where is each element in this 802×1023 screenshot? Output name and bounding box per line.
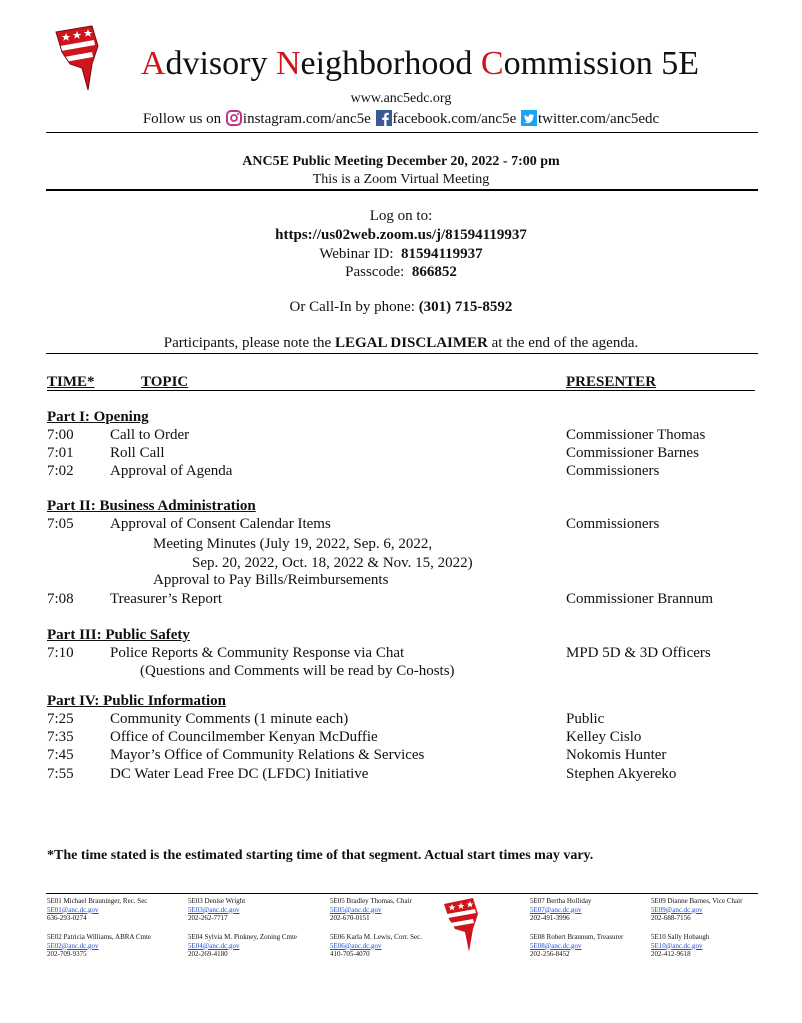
column-header-time: TIME* bbox=[47, 374, 95, 390]
agenda-presenter: Commissioner Barnes bbox=[566, 445, 699, 461]
section-heading-part-1: Part I: Opening bbox=[47, 409, 149, 425]
instagram-icon bbox=[226, 110, 242, 126]
commissioner-phone: 202-688-7156 bbox=[651, 914, 691, 922]
agenda-presenter: Commissioner Brannum bbox=[566, 591, 714, 607]
passcode: Passcode: 866852 bbox=[345, 264, 457, 280]
agenda-presenter: Stephen Akyereko bbox=[566, 766, 677, 782]
commissioner-name: 5E01 Michael Brauninger, Rec. Sec bbox=[47, 897, 148, 905]
agenda-time: 7:05 bbox=[47, 516, 74, 532]
commissioner-name: 5E02 Patricia Williams, ABRA Cmte bbox=[47, 933, 152, 941]
commissioner-name: 5E06 Karla M. Lewis, Corr. Sec. bbox=[330, 933, 422, 941]
section-heading-part-2: Part II: Business Administration bbox=[47, 498, 256, 514]
commissioner-name: 5E09 Dianne Barnes, Vice Chair bbox=[651, 897, 743, 905]
commissioner-email[interactable]: 5E06@anc.dc.gov bbox=[330, 941, 382, 950]
commissioner-phone: 202-670-0151 bbox=[330, 914, 370, 922]
website-link[interactable]: www.anc5edc.org bbox=[350, 91, 452, 106]
header-divider bbox=[46, 132, 758, 133]
follow-label: Follow us on bbox=[142, 111, 222, 127]
agenda-subitem: Meeting Minutes (July 19, 2022, Sep. 6, 2022, bbox=[153, 536, 433, 552]
agenda-presenter: Public bbox=[566, 711, 605, 727]
instagram-link[interactable]: instagram.com/anc5e bbox=[242, 111, 371, 127]
commissioner-phone: 202-256-8452 bbox=[530, 950, 570, 958]
agenda-topic: Call to Order bbox=[110, 427, 190, 443]
agenda-subitem: Sep. 20, 2022, Oct. 18, 2022 & Nov. 15, 2022) bbox=[192, 555, 473, 571]
meeting-title: ANC5E Public Meeting December 20, 2022 - 7:00 pm bbox=[242, 154, 560, 169]
commissioner-email[interactable]: 5E01@anc.dc.gov bbox=[47, 905, 99, 914]
commissioner-card bbox=[47, 933, 151, 959]
agenda-presenter: Commissioners bbox=[566, 463, 660, 479]
agenda-time: 7:55 bbox=[47, 766, 74, 782]
organization-title: Advisory Neighborhood Commission 5E bbox=[140, 45, 700, 82]
commissioner-card bbox=[530, 933, 623, 959]
commissioner-card bbox=[530, 897, 591, 923]
commissioner-phone: 202-412-9618 bbox=[651, 950, 691, 958]
agenda-time: 7:25 bbox=[47, 711, 74, 727]
agenda-time: 7:10 bbox=[47, 645, 74, 661]
agenda-topic: Mayor’s Office of Community Relations & Services bbox=[110, 747, 425, 763]
commissioner-email[interactable]: 5E08@anc.dc.gov bbox=[530, 941, 582, 950]
commissioner-name: 5E05 Bradley Thomas, Chair bbox=[330, 897, 412, 905]
commissioner-name: 5E07 Bertha Holliday bbox=[530, 897, 592, 905]
commissioner-name: 5E04 Sylvia M. Pinkney, Zoning Cmte bbox=[188, 933, 298, 941]
dc-flag-logo bbox=[52, 24, 106, 94]
agenda-presenter: MPD 5D & 3D Officers bbox=[566, 645, 711, 661]
agenda-time: 7:02 bbox=[47, 463, 74, 479]
agenda-presenter: Nokomis Hunter bbox=[566, 747, 667, 763]
commissioner-phone: 410-705-4070 bbox=[330, 950, 370, 958]
twitter-icon bbox=[521, 110, 537, 126]
commissioner-name: 5E08 Robert Brannum, Treasurer bbox=[530, 933, 624, 941]
call-in-phone: Or Call-In by phone: (301) 715-8592 bbox=[289, 299, 513, 315]
commissioner-name: 5E10 Sally Hobaugh bbox=[651, 933, 710, 941]
commissioner-email[interactable]: 5E04@anc.dc.gov bbox=[188, 941, 240, 950]
footnote: *The time stated is the estimated starting time of that segment. Actual start times may vary. bbox=[47, 848, 594, 863]
section-heading-part-3: Part III: Public Safety bbox=[47, 627, 190, 643]
agenda-topic: DC Water Lead Free DC (LFDC) Initiative bbox=[110, 766, 369, 782]
agenda-presenter: Commissioner Thomas bbox=[566, 427, 706, 443]
agenda-top-divider bbox=[46, 353, 758, 354]
commissioner-name: 5E03 Denise Wright bbox=[188, 897, 246, 905]
agenda-topic: Treasurer’s Report bbox=[110, 591, 223, 607]
agenda-subitem: Approval to Pay Bills/Reimbursements bbox=[153, 572, 389, 588]
webinar-id: Webinar ID: 81594119937 bbox=[319, 246, 483, 262]
commissioner-email[interactable]: 5E09@anc.dc.gov bbox=[651, 905, 703, 914]
commissioner-phone: 202-491-3996 bbox=[530, 914, 570, 922]
column-header-underline bbox=[47, 390, 755, 391]
section-heading-part-4: Part IV: Public Information bbox=[47, 693, 227, 709]
commissioner-card bbox=[47, 897, 147, 923]
footer-divider bbox=[46, 893, 758, 894]
agenda-time: 7:00 bbox=[47, 427, 74, 443]
twitter-link[interactable]: twitter.com/anc5edc bbox=[537, 111, 660, 127]
agenda-time: 7:45 bbox=[47, 747, 74, 763]
commissioner-card bbox=[330, 933, 422, 959]
agenda-topic: Community Comments (1 minute each) bbox=[110, 711, 349, 727]
agenda-topic: Police Reports & Community Response via Chat bbox=[110, 645, 405, 661]
agenda-presenter: Commissioners bbox=[566, 516, 660, 532]
disclaimer-note: Participants, please note the LEGAL DISCLAIMER at the end of the agenda. bbox=[163, 335, 639, 351]
commissioner-email[interactable]: 5E10@anc.dc.gov bbox=[651, 941, 703, 950]
commissioner-card bbox=[330, 897, 412, 923]
social-links bbox=[0, 110, 802, 128]
commissioner-email[interactable]: 5E05@anc.dc.gov bbox=[330, 905, 382, 914]
commissioner-phone: 202-709-9375 bbox=[47, 950, 87, 958]
agenda-subitem: (Questions and Comments will be read by Co-hosts) bbox=[140, 663, 455, 679]
logon-label: Log on to: bbox=[369, 208, 433, 224]
facebook-icon bbox=[376, 110, 392, 126]
commissioner-card bbox=[651, 933, 709, 959]
agenda-time: 7:01 bbox=[47, 445, 74, 461]
agenda-time: 7:35 bbox=[47, 729, 74, 745]
agenda-time: 7:08 bbox=[47, 591, 74, 607]
commissioner-card bbox=[651, 897, 742, 923]
column-header-presenter: PRESENTER bbox=[566, 374, 657, 390]
commissioner-card bbox=[188, 933, 297, 959]
agenda-topic: Office of Councilmember Kenyan McDuffie bbox=[110, 729, 378, 745]
zoom-link[interactable]: https://us02web.zoom.us/j/81594119937 bbox=[275, 227, 527, 243]
agenda-topic: Approval of Consent Calendar Items bbox=[110, 516, 331, 532]
dc-flag-footer-logo bbox=[441, 896, 483, 954]
meeting-divider bbox=[46, 189, 758, 191]
commissioner-card bbox=[188, 897, 245, 923]
agenda-topic: Roll Call bbox=[110, 445, 165, 461]
facebook-link[interactable]: facebook.com/anc5e bbox=[392, 111, 517, 127]
commissioner-email[interactable]: 5E03@anc.dc.gov bbox=[188, 905, 240, 914]
agenda-topic: Approval of Agenda bbox=[110, 463, 233, 479]
meeting-subtitle: This is a Zoom Virtual Meeting bbox=[312, 172, 490, 187]
commissioner-phone: 636-293-0274 bbox=[47, 914, 87, 922]
commissioner-email[interactable]: 5E07@anc.dc.gov bbox=[530, 905, 582, 914]
commissioner-phone: 202-262-7717 bbox=[188, 914, 228, 922]
agenda-presenter: Kelley Cislo bbox=[566, 729, 642, 745]
commissioner-email[interactable]: 5E02@anc.dc.gov bbox=[47, 941, 99, 950]
column-header-topic: TOPIC bbox=[141, 374, 189, 390]
commissioner-phone: 202-269-4180 bbox=[188, 950, 228, 958]
